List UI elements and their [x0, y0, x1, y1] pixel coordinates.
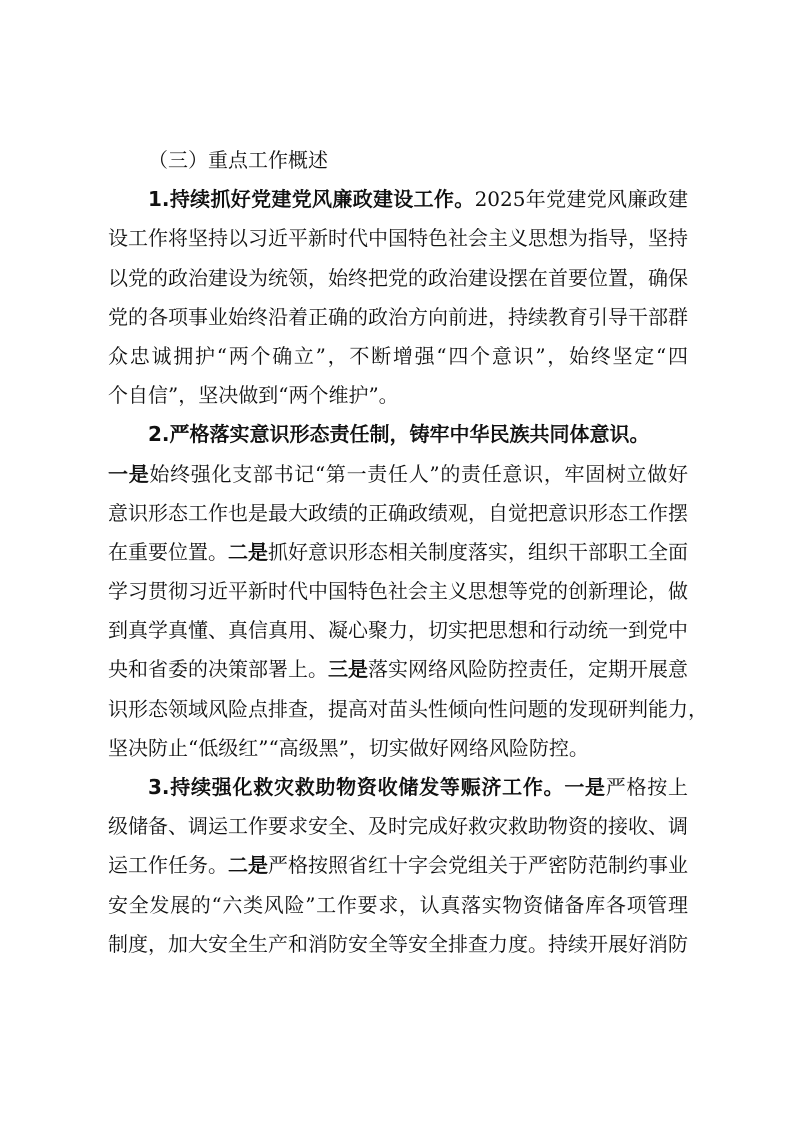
paragraph-3-line-4: 安全发展的“六类风险”工作要求，认真落实物资储备库各项管理: [108, 892, 688, 917]
keyword-second: 二是: [228, 853, 268, 878]
keyword-third: 三是: [328, 657, 368, 682]
paragraph-2-line-4: 在重要位置。二是抓好意识形态相关制度落实，组织干部职工全面: [108, 539, 688, 564]
paragraph-1-lead: 1.持续抓好党建党风廉政建设工作。: [148, 187, 475, 212]
paragraph-1-line-1: [108, 180, 688, 219]
paragraph-2-line-2: 一是始终强化支部书记“第一责任人”的责任意识，牢固树立做好: [108, 461, 689, 486]
paragraph-1-line-5: 众忠诚拥护“两个确立”，不断增强“四个意识”，始终坚定“四: [108, 343, 688, 368]
paragraph-3-line-5: 制度，加大安全生产和消防安全等安全排查力度。持续开展好消防: [108, 931, 688, 956]
paragraph-2-line-5: 学习贯彻习近平新时代中国特色社会主义思想等党的创新理论，做: [108, 579, 688, 604]
paragraph-2-line-3: 意识形态工作也是最大政绩的正确政绩观，自觉把意识形态工作摆: [108, 500, 688, 525]
paragraph-2-line-9: 坚决防止“低级红”“高级黑”，切实做好网络风险防控。: [108, 735, 589, 760]
paragraph-1-text: 2025年党建党风廉政建: [474, 187, 689, 212]
paragraph-3-lead: 3.持续强化救灾救助物资收储发等赈济工作。: [148, 775, 565, 799]
paragraph-3-line-2: 级储备、调运工作要求安全、及时完成好救灾救助物资的接收、调: [108, 814, 688, 839]
paragraph-1-line-2: 设工作将坚持以习近平新时代中国特色社会主义思想为指导，坚持: [108, 226, 688, 251]
paragraph-1-line-4: 党的各项事业始终沿着正确的政治方向前进，持续教育引导干部群: [108, 304, 688, 329]
paragraph-2-line-7: 央和省委的决策部署上。三是落实网络风险防控责任，定期开展意: [108, 657, 688, 682]
paragraph-2-lead: 2.严格落实意识形态责任制，铸牢中华民族共同体意识。: [148, 422, 650, 447]
keyword-first: 一是: [564, 775, 606, 799]
keyword-second: 二是: [228, 539, 268, 564]
paragraph-1-line-3: 以党的政治建设为统领，始终把党的政治建设摆在首要位置，确保: [108, 265, 688, 290]
paragraph-2-line-6: 到真学真懂、真信真用、凝心聚力，切实把思想和行动统一到党中: [108, 618, 688, 643]
section-heading: （三）重点工作概述: [148, 148, 328, 172]
keyword-first: 一是: [108, 461, 150, 486]
paragraph-1-line-6: 个自信”，坚决做到“两个维护”。: [108, 383, 399, 408]
paragraph-3-line-1: 3.持续强化救灾救助物资收储发等赈济工作。一是严格按上: [148, 775, 689, 799]
paragraph-2-line-8: 识形态领域风险点排查，提高对苗头性倾向性问题的发现研判能力，: [108, 696, 708, 721]
document-body: [108, 141, 708, 964]
paragraph-3-line-3: 运工作任务。二是严格按照省红十字会党组关于严密防范制约事业: [108, 853, 688, 878]
